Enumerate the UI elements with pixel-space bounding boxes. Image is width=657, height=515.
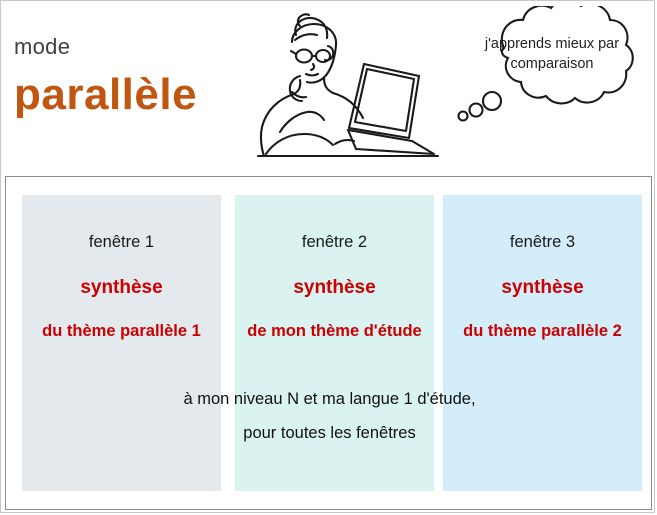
windows-columns (6, 177, 653, 509)
window-column-2[interactable] (235, 195, 434, 491)
person-at-laptop-icon (196, 4, 446, 174)
window-2-subtitle: de mon thème d'étude (247, 322, 422, 340)
window-1-synthesis: synthèse (80, 277, 163, 298)
panel-footer-line-1: à mon niveau N et ma langue 1 d'étude, (183, 390, 476, 408)
window-1-title: fenêtre 1 (88, 233, 155, 251)
thought-bubble-text: j'apprends mieux par comparaison (484, 36, 620, 72)
window-2-title: fenêtre 2 (301, 233, 368, 251)
window-3-subtitle: du thème parallèle 2 (463, 322, 622, 340)
page-title: parallèle (14, 70, 198, 119)
panel-footer-line-2: pour toutes les fenêtres (243, 424, 416, 442)
window-1-subtitle: du thème parallèle 1 (42, 322, 201, 340)
window-2-synthesis: synthèse (293, 277, 376, 298)
window-3-title: fenêtre 3 (509, 233, 576, 251)
header (0, 0, 657, 172)
window-3-synthesis: synthèse (501, 277, 584, 298)
mode-label: mode (14, 34, 71, 59)
window-column-1[interactable] (22, 195, 221, 491)
window-column-3[interactable] (443, 195, 642, 491)
parallel-mode-panel (5, 176, 652, 510)
